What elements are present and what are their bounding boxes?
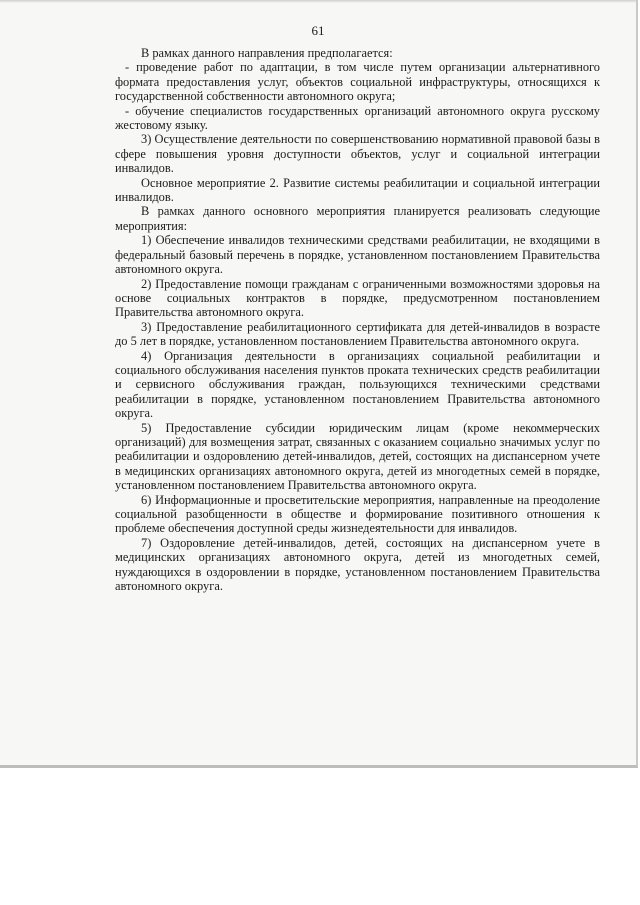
paragraph: 6) Информационные и просветительские мероприятия, направленные на преодоление социальной разобщенности в обществе и формирование позитивного отношения к проблеме обеспечения доступной среды жизнедеятельности для инвалидов. [115,492,600,536]
page-number: 61 [311,23,325,38]
scan-top-edge [0,0,636,3]
paragraph: - проведение работ по адаптации, в том числе путем организации альтернативного формата предоставления услуг, объектов социальной инфраструктуры, относящихся к государственной собственности автономного округа; [115,60,600,104]
blank-margin [0,768,640,905]
paragraph: 5) Предоставление субсидии юридическим лицам (кроме некоммерческих организаций) для возмещения затрат, связанных с оказанием социально значимых услуг по реабилитации и оздоровлению детей-инвалидов, детей, состоящих на диспансерном учете в медицинских организациях автономного округа, детей из многодетных семей в порядке, установленном постановлением Правительства автономного округа. [115,420,600,493]
paragraph: В рамках данного направления предполагается: [141,46,393,60]
paragraph: 3) Осуществление деятельности по совершенствованию нормативной правовой базы в сфере повышения уровня доступности объектов, услуг и социальной интеграции инвалидов. [115,132,600,176]
paragraph: 7) Оздоровление детей-инвалидов, детей, состоящих на диспансерном учете в медицинских организациях автономного округа, детей из многодетных семей, нуждающихся в оздоровлении в порядке, установленном постановлением Правительства автономного округа. [115,535,600,594]
paragraph: В рамках данного основного мероприятия планируется реализовать следующие мероприятия: [115,204,600,233]
paragraph: Основное мероприятие 2. Развитие системы реабилитации и социальной интеграции инвалидов. [115,175,600,205]
paragraph: 4) Организация деятельности в организациях социальной реабилитации и социального обслуживания населения пунктов проката технических средств реабилитации и сервисного обслуживания граждан, пользующихся техническими средствами реабилитации в порядке, установленном постановлением Правительства автономного округа. [115,348,600,421]
paragraph: - обучение специалистов государственных организаций автономного округа русскому жестовому языку. [115,103,600,133]
paragraph: 1) Обеспечение инвалидов техническими средствами реабилитации, не входящими в федеральный базовый перечень в порядке, установленном постановлением Правительства автономного округа. [115,233,600,277]
paragraph: 2) Предоставление помощи гражданам с ограниченными возможностями здоровья на основе социальных контрактов в порядке, предусмотренном постановлением Правительства автономного округа. [115,276,600,320]
paragraph: 3) Предоставление реабилитационного сертификата для детей-инвалидов в возрасте до 5 лет в порядке, установленном постановлением Правительства автономного округа. [115,319,600,349]
body-text [115,46,600,593]
